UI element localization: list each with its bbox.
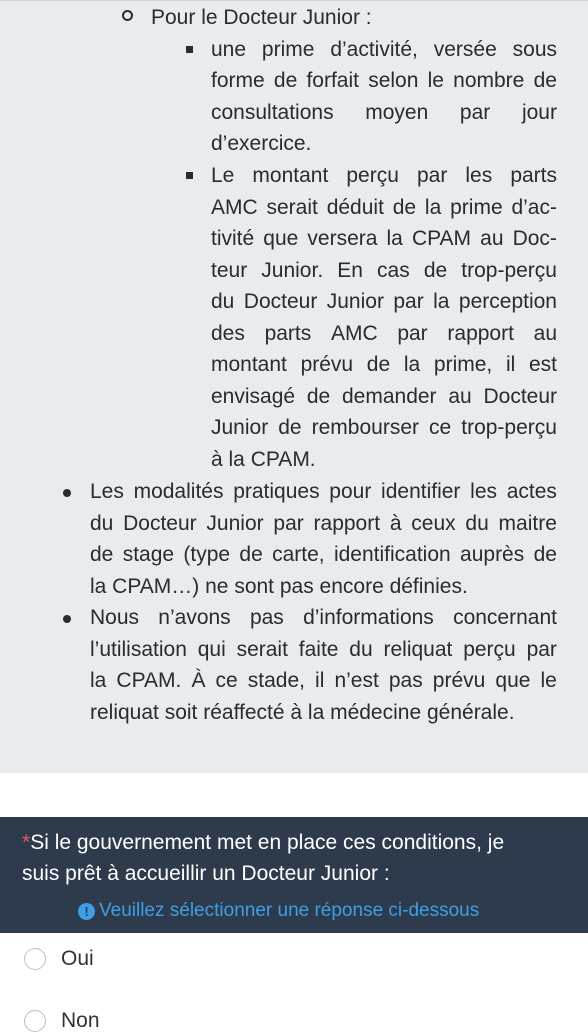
word: au — [448, 385, 472, 408]
word: de — [273, 69, 298, 92]
word: Junior — [206, 512, 264, 535]
word: Docteur — [483, 385, 557, 408]
word: rapport — [447, 322, 514, 345]
word: par — [459, 101, 491, 124]
word: Nous — [90, 606, 140, 629]
word: de — [533, 543, 557, 566]
word: Junior — [326, 290, 384, 313]
text-line: la CPAM…) ne sont pas encore définies. — [90, 575, 468, 598]
word: au — [480, 227, 504, 250]
word: déduit — [326, 196, 384, 219]
word: prime — [261, 38, 315, 61]
word: par — [273, 512, 304, 535]
word: de — [306, 385, 331, 408]
word: reliquat — [383, 638, 453, 661]
word: il — [505, 353, 516, 376]
text-line: reliquat soit réaffecté à la médecine générale. — [90, 701, 515, 724]
word: par — [416, 164, 448, 187]
text-line — [211, 381, 557, 412]
spacer — [0, 773, 588, 817]
word: En — [337, 259, 363, 282]
option-oui[interactable] — [24, 947, 94, 971]
word: consultations — [211, 101, 334, 124]
question-header — [0, 817, 588, 933]
word: (type — [183, 543, 231, 566]
word: nombre — [453, 69, 525, 92]
option-non[interactable] — [24, 1009, 100, 1033]
word: du — [465, 512, 489, 535]
word: prime, — [433, 353, 493, 376]
word: CPAM — [411, 227, 472, 250]
word: modalités — [133, 480, 224, 503]
word: prévu — [300, 353, 354, 376]
word: pour — [329, 480, 372, 503]
word: par — [393, 290, 424, 313]
word: auprès — [460, 543, 525, 566]
word: montant — [211, 353, 287, 376]
word: identification — [333, 543, 451, 566]
word: perçu — [346, 164, 399, 187]
text-line: d’exercice. — [211, 132, 312, 155]
circle-bullet-icon — [122, 10, 133, 21]
radio-button[interactable] — [24, 948, 46, 970]
sub-heading: Pour le Docteur Junior : — [151, 6, 372, 29]
word: par — [526, 638, 557, 661]
text-line — [211, 160, 557, 191]
word: les — [470, 480, 498, 503]
question-text-1: Si le gouvernement met en place ces conditions, je — [30, 831, 505, 854]
word: Docteur — [123, 512, 197, 535]
word: pas — [388, 669, 423, 692]
word: perception — [458, 290, 557, 313]
word: l’utilisation — [90, 638, 187, 661]
word: concernant — [453, 606, 557, 629]
word: d’informations — [303, 606, 434, 629]
dot-bullet-icon — [63, 489, 71, 497]
word: de — [239, 543, 263, 566]
word: de — [423, 259, 448, 282]
word: une — [211, 38, 247, 61]
question-line-2: suis prêt à accueillir un Docteur Junior : — [22, 862, 390, 885]
word: teur — [211, 259, 248, 282]
word: est — [528, 353, 557, 376]
word: À — [191, 669, 206, 692]
text-line — [90, 508, 557, 539]
word: Doc- — [512, 227, 557, 250]
word: selon — [368, 69, 419, 92]
word: AMC — [211, 196, 258, 219]
word: CPAM. — [116, 669, 182, 692]
text-line — [211, 349, 557, 380]
word: n’est — [334, 669, 379, 692]
word: le — [540, 669, 557, 692]
word: n’avons — [158, 606, 231, 629]
text-line — [90, 476, 557, 507]
text-line — [211, 255, 557, 286]
text-line — [90, 602, 557, 633]
dot-bullet-icon — [63, 615, 71, 623]
word: stade, — [247, 669, 305, 692]
text-line — [211, 223, 557, 254]
word: la — [386, 227, 403, 250]
word: faite — [298, 638, 339, 661]
word: ce — [429, 416, 452, 439]
word: de — [392, 196, 417, 219]
word: à — [389, 512, 402, 535]
word: Le — [211, 164, 235, 187]
word: la — [90, 669, 107, 692]
word: parts — [510, 164, 557, 187]
word: envisagé — [211, 385, 296, 408]
word: il — [315, 669, 325, 692]
text-line — [211, 97, 557, 128]
word: du — [211, 290, 235, 313]
word: d’ac- — [511, 196, 557, 219]
word: moyen — [365, 101, 429, 124]
text-line — [211, 65, 557, 96]
word: d’activité, — [330, 38, 418, 61]
word: prévu — [432, 669, 486, 692]
word: de — [366, 353, 391, 376]
word: que — [495, 669, 531, 692]
word: le — [427, 69, 444, 92]
word: les — [465, 164, 493, 187]
word: rembourser — [311, 416, 419, 439]
exclamation-icon: ! — [78, 903, 95, 920]
word: qui — [197, 638, 226, 661]
word: pas — [249, 606, 284, 629]
text-line — [211, 412, 557, 443]
option-label[interactable]: Oui — [61, 947, 94, 970]
validation-text: Veuillez sélectionner une réponse ci-dessous — [99, 900, 480, 921]
text-line — [90, 539, 557, 570]
word: la — [424, 196, 442, 219]
word: forme — [211, 69, 265, 92]
answer-options — [0, 933, 588, 1035]
word: pratiques — [233, 480, 320, 503]
word: trop-perçu — [461, 416, 557, 439]
word: montant — [252, 164, 329, 187]
word: de — [90, 543, 114, 566]
text-line — [211, 318, 557, 349]
text-line — [211, 34, 557, 65]
square-bullet-icon — [186, 172, 193, 179]
required-mark: * — [22, 831, 31, 854]
word: par — [397, 322, 428, 345]
word: Les — [90, 480, 124, 503]
option-label[interactable]: Non — [61, 1009, 100, 1032]
word: AMC — [330, 322, 378, 345]
word: de — [278, 416, 302, 439]
word: la — [403, 353, 421, 376]
word: rapport — [313, 512, 381, 535]
word: maitre — [498, 512, 557, 535]
word: forfait — [306, 69, 359, 92]
word: actes — [506, 480, 557, 503]
word: serait — [236, 638, 288, 661]
word: de — [533, 69, 557, 92]
word: du — [349, 638, 373, 661]
word: parts — [264, 322, 312, 345]
word: serait — [266, 196, 318, 219]
word: des — [211, 322, 245, 345]
text-line — [90, 665, 557, 696]
word: demander — [341, 385, 437, 408]
word: tivité — [211, 227, 255, 250]
word: jour — [521, 101, 557, 124]
word: versée — [433, 38, 497, 61]
word: versera — [307, 227, 378, 250]
radio-button[interactable] — [24, 1010, 46, 1032]
word: la — [433, 290, 450, 313]
word: Docteur — [243, 290, 318, 313]
square-bullet-icon — [186, 46, 193, 53]
word: prime — [450, 196, 503, 219]
word: Junior. — [261, 259, 324, 282]
validation-message — [78, 899, 479, 923]
word: ceux — [411, 512, 456, 535]
text-line — [211, 192, 557, 223]
word: carte, — [272, 543, 325, 566]
word: du — [90, 512, 114, 535]
word: ce — [215, 669, 238, 692]
question-line-1 — [22, 828, 504, 858]
word: au — [533, 322, 557, 345]
text-line — [211, 286, 557, 317]
text-line: à la CPAM. — [211, 448, 316, 471]
word: cas — [377, 259, 410, 282]
text-line — [90, 634, 557, 665]
word: identifier — [381, 480, 461, 503]
word: Junior — [211, 416, 269, 439]
word: que — [263, 227, 299, 250]
word: trop-perçu — [461, 259, 557, 282]
word: sous — [512, 38, 557, 61]
word: perçu — [463, 638, 516, 661]
word: stage — [122, 543, 175, 566]
